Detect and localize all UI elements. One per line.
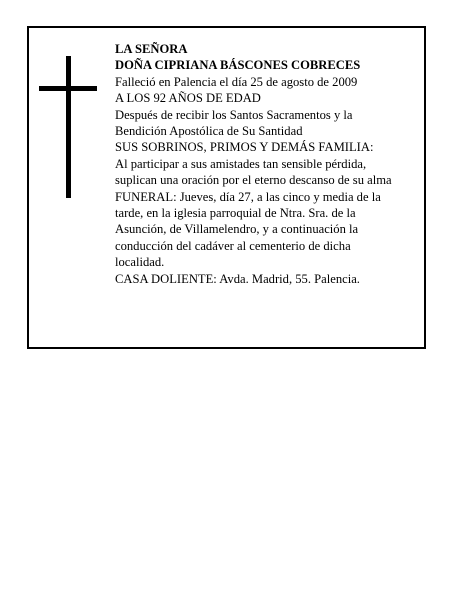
funeral-line-5: localidad. xyxy=(115,255,165,270)
cross-vertical-bar xyxy=(66,56,71,198)
request-line-2: suplican una oración por el eterno descanso de su alma xyxy=(115,173,392,188)
cross-horizontal-bar xyxy=(39,86,97,91)
funeral-line-1: FUNERAL: Jueves, día 27, a las cinco y media de la xyxy=(115,189,381,204)
house-line: CASA DOLIENTE: Avda. Madrid, 55. Palencia. xyxy=(115,271,360,286)
family-line: SUS SOBRINOS, PRIMOS Y DEMÁS FAMILIA: xyxy=(115,140,374,155)
deceased-name: DOÑA CIPRIANA BÁSCONES COBRECES xyxy=(115,58,361,73)
funeral-line-3: Asunción, de Villamelendro, y a continuación la xyxy=(115,222,359,237)
death-date-line: Falleció en Palencia el día 25 de agosto de 2009 xyxy=(115,74,358,89)
age-line: A LOS 92 AÑOS DE EDAD xyxy=(115,91,261,106)
funeral-line-2: tarde, en la iglesia parroquial de Ntra. Sra. de la xyxy=(115,206,356,221)
sacraments-line-1: Después de recibir los Santos Sacramentos y la xyxy=(115,107,353,122)
obituary-text xyxy=(115,41,420,287)
sacraments-line-2: Bendición Apostólica de Su Santidad xyxy=(115,124,303,139)
title-line: LA SEÑORA xyxy=(115,42,188,56)
cross-icon xyxy=(39,56,97,198)
funeral-line-4: conducción del cadáver al cementerio de dicha xyxy=(115,238,351,253)
obituary-notice xyxy=(27,26,426,349)
request-line-1: Al participar a sus amistades tan sensible pérdida, xyxy=(115,156,367,171)
